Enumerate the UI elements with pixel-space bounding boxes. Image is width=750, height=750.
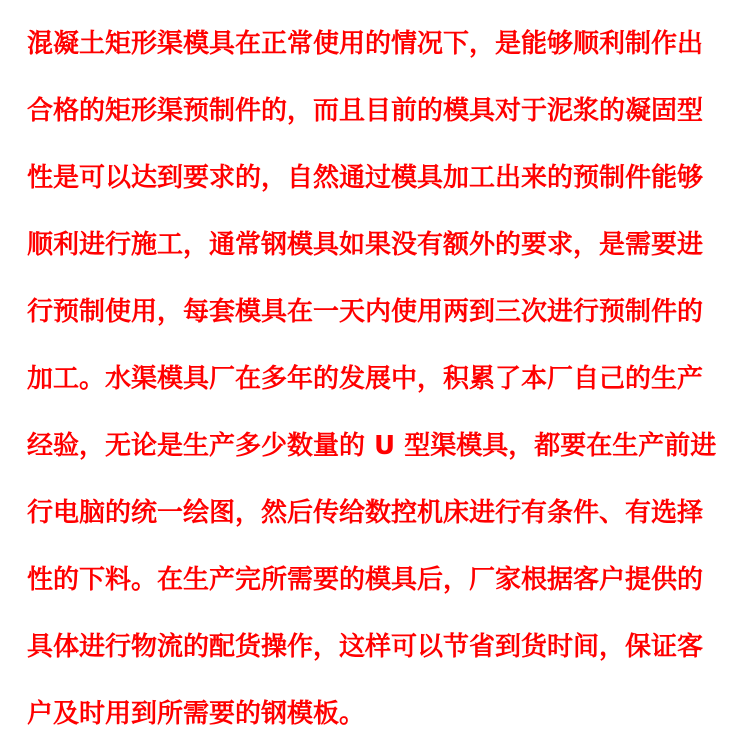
paragraph-line-3: 性是可以达到要求的，自然通过模具加工出来的预制件能够: [27, 163, 704, 193]
paragraph-line-8: 行电脑的统一绘图，然后传给数控机床进行有条件、有选择: [27, 498, 704, 528]
paragraph-line-1: 混凝土矩形渠模具在正常使用的情况下，是能够顺利制作出: [27, 29, 704, 59]
paragraph-line-6: 加工。水渠模具厂在多年的发展中，积累了本厂自己的生产: [27, 364, 704, 394]
paragraph-line-9: 性的下料。在生产完所需要的模具后，厂家根据客户提供的: [27, 565, 704, 595]
paragraph-line-11: 户及时用到所需要的钢模板。: [27, 699, 366, 729]
paragraph-line-2: 合格的矩形渠预制件的，而且目前的模具对于泥浆的凝固型: [27, 96, 704, 126]
paragraph-line-10: 具体进行物流的配货操作，这样可以节省到货时间，保证客: [27, 632, 704, 662]
paragraph-line-5: 行预制使用，每套模具在一天内使用两到三次进行预制件的: [27, 297, 704, 327]
paragraph-line-4: 顺利进行施工，通常钢模具如果没有额外的要求，是需要进: [27, 230, 704, 260]
paragraph-line-7: 经验，无论是生产多少数量的 U 型渠模具，都要在生产前进: [27, 431, 717, 461]
